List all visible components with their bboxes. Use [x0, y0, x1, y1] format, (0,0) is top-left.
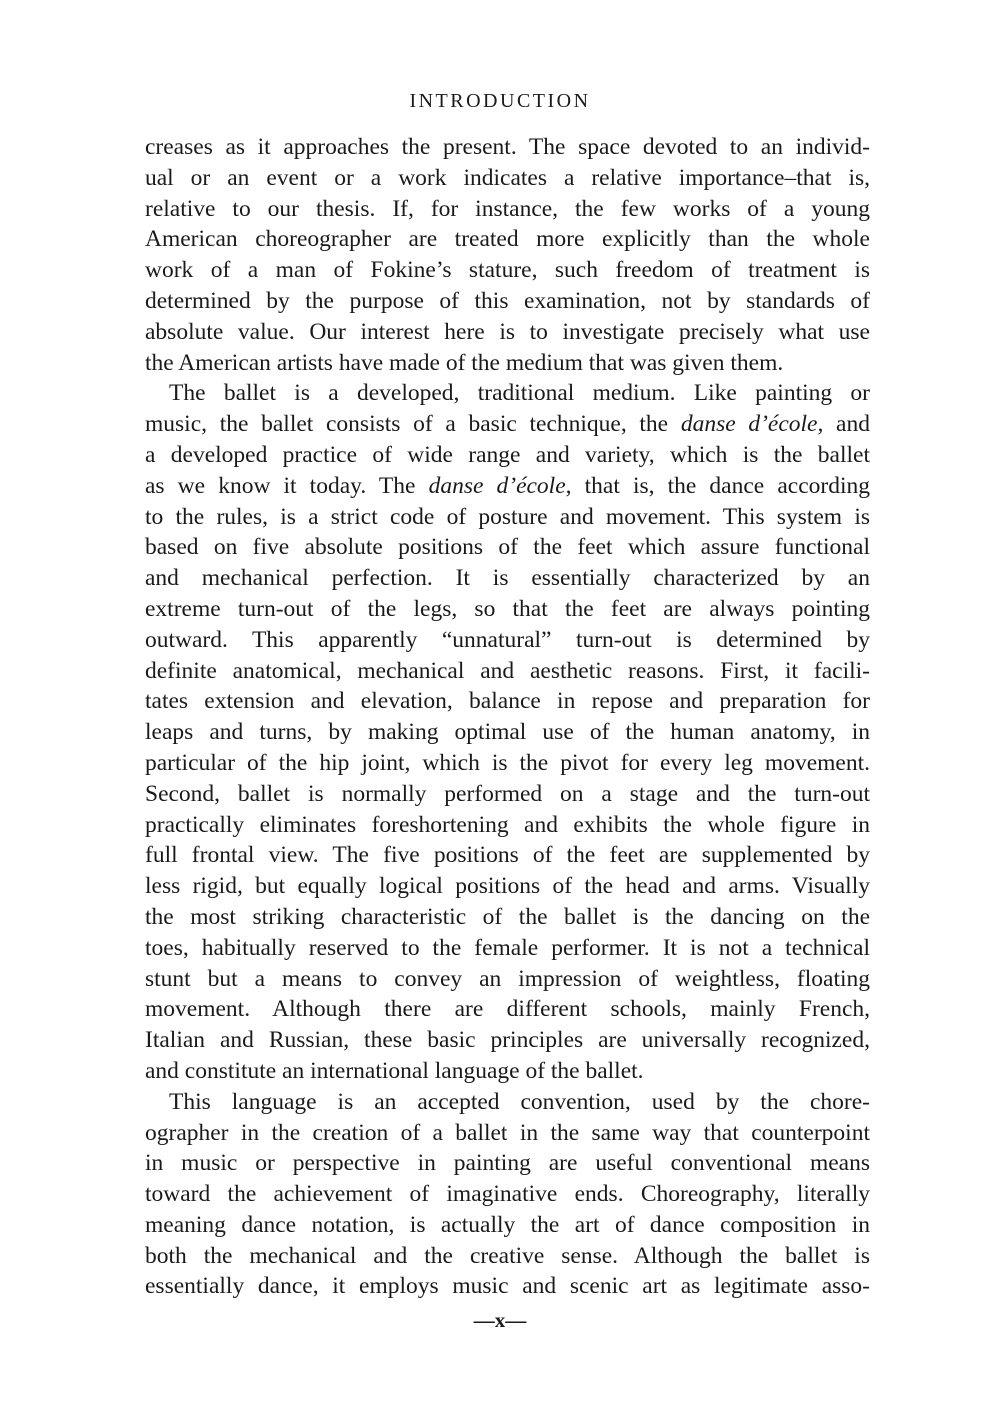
text-segment: This language is an accepted convention, used by the chore- [169, 1088, 870, 1115]
text-segment: work of a man of Fokine’s stature, such freedom of treatment is [145, 257, 870, 284]
text-segment: The ballet is a developed, traditional medium. Like painting or [169, 380, 870, 407]
text-segment: and mechanical perfection. It is essentially characterized by an [145, 565, 870, 592]
text-segment: outward. This apparently “unnatural” turn-out is determined by [145, 626, 870, 653]
text-line [145, 625, 870, 656]
text-segment: American choreographer are treated more explicitly than the whole [145, 226, 870, 253]
text-segment: as we know it today. The [145, 472, 429, 499]
page-number: —x— [473, 1308, 527, 1332]
text-line [145, 255, 870, 286]
text-line [145, 440, 870, 471]
text-segment: absolute value. Our interest here is to investigate precisely what use [145, 318, 870, 345]
text-line [145, 656, 870, 687]
text-segment: Second, ballet is normally performed on a stage and the turn-out [145, 780, 870, 807]
text-line [145, 1210, 870, 1241]
text-segment: both the mechanical and the creative sense. Although the ballet is [145, 1242, 870, 1269]
text-line [145, 594, 870, 625]
italic-term: danse d’école, [680, 411, 824, 438]
text-segment: toes, habitually reserved to the female performer. It is not a technical [145, 934, 870, 961]
italic-term: danse d’école, [428, 472, 572, 499]
text-line [145, 748, 870, 779]
text-line [145, 348, 870, 379]
text-line [145, 163, 870, 194]
text-line [145, 1025, 870, 1056]
text-line [145, 1087, 870, 1118]
text-segment: relative to our thesis. If, for instance, the few works of a young [145, 195, 870, 222]
text-line [145, 317, 870, 348]
text-segment: creases as it approaches the present. The space devoted to an individ- [145, 134, 870, 160]
text-segment: Italian and Russian, these basic principles are universally recognized, [145, 1027, 870, 1054]
text-line [145, 779, 870, 810]
text-segment: determined by the purpose of this examination, not by standards of [145, 287, 870, 314]
text-segment: particular of the hip joint, which is the pivot for every leg movement. [145, 749, 870, 776]
text-segment: in music or perspective in painting are useful conventional means [145, 1150, 870, 1177]
text-line [145, 964, 870, 995]
text-segment: ographer in the creation of a ballet in the same way that counterpoint [145, 1119, 870, 1146]
text-line [145, 194, 870, 225]
text-segment: music, the ballet consists of a basic technique, the [145, 411, 681, 438]
text-line [145, 563, 870, 594]
text-segment: essentially dance, it employs music and scenic art as legitimate asso- [145, 1273, 870, 1300]
text-line [145, 933, 870, 964]
running-header: INTRODUCTION [409, 90, 591, 112]
text-line [145, 409, 870, 440]
text-segment: leaps and turns, by making optimal use of the human anatomy, in [145, 719, 870, 746]
text-line [145, 840, 870, 871]
text-line [145, 871, 870, 902]
text-line [145, 471, 870, 502]
text-line [145, 1118, 870, 1149]
text-segment: tates extension and elevation, balance in repose and preparation for [145, 688, 870, 715]
text-segment: a developed practice of wide range and variety, which is the ballet [145, 441, 870, 468]
text-segment: based on five absolute positions of the feet which assure functional [145, 534, 870, 561]
text-line [145, 224, 870, 255]
text-line [145, 1271, 870, 1302]
text-segment: definite anatomical, mechanical and aesthetic reasons. First, it facili- [145, 657, 870, 684]
body-text [145, 132, 870, 1302]
text-segment: toward the achievement of imaginative ends. Choreography, literally [145, 1181, 870, 1208]
text-line [145, 810, 870, 841]
text-line [145, 532, 870, 563]
text-segment: ual or an event or a work indicates a relative importance–that is, [145, 164, 870, 191]
text-line [145, 1179, 870, 1210]
text-line [145, 686, 870, 717]
text-segment: less rigid, but equally logical positions of the head and arms. Visually [145, 873, 870, 900]
text-line [145, 132, 870, 163]
text-segment: the American artists have made of the medium that was given them. [145, 349, 784, 376]
text-line [145, 717, 870, 748]
text-segment: stunt but a means to convey an impression of weightless, floating [145, 965, 870, 992]
text-line [145, 994, 870, 1025]
text-segment: extreme turn-out of the legs, so that the feet are always pointing [145, 595, 870, 622]
text-segment: the most striking characteristic of the ballet is the dancing on the [145, 903, 870, 930]
text-segment: full frontal view. The five positions of the feet are supplemented by [145, 842, 870, 869]
text-segment: practically eliminates foreshortening and exhibits the whole figure in [145, 811, 870, 838]
text-line [145, 378, 870, 409]
text-segment: and constitute an international language of the ballet. [145, 1057, 644, 1084]
text-line [145, 1148, 870, 1179]
text-line [145, 502, 870, 533]
text-segment: that is, the dance according [571, 472, 870, 499]
text-line [145, 1056, 870, 1087]
text-line [145, 286, 870, 317]
text-segment: to the rules, is a strict code of posture and movement. This system is [145, 503, 870, 530]
text-line [145, 902, 870, 933]
text-segment: and [823, 411, 870, 438]
text-line [145, 1241, 870, 1272]
text-segment: movement. Although there are different schools, mainly French, [145, 996, 870, 1023]
text-segment: meaning dance notation, is actually the art of dance composition in [145, 1211, 870, 1238]
